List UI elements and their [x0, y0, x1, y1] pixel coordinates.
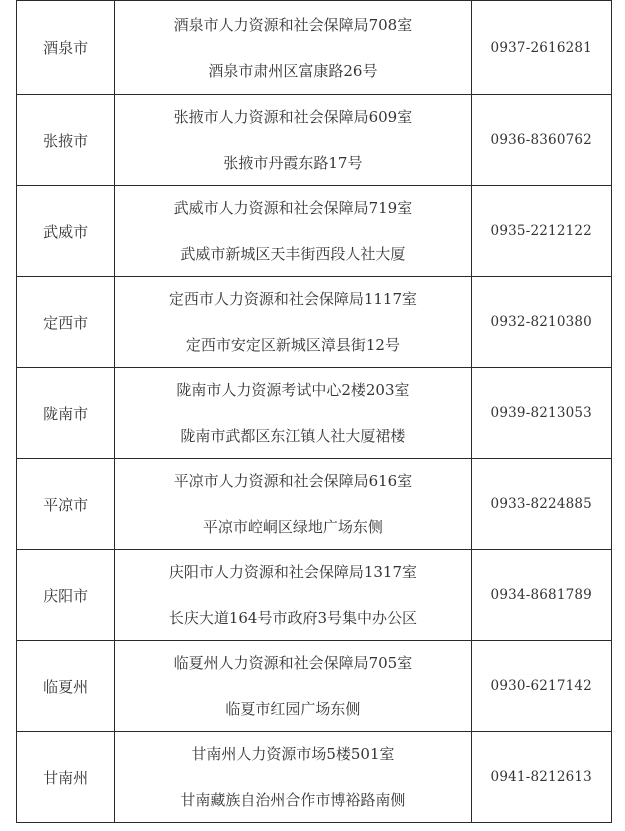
street-address-text: 长庆大道164号市政府3号集中办公区	[168, 609, 418, 627]
office-text: 庆阳市人力资源和社会保障局1317室	[168, 563, 418, 581]
address-cell	[115, 186, 471, 277]
address-cell	[115, 550, 471, 641]
table-row	[17, 368, 612, 459]
table-row	[17, 641, 612, 732]
phone-cell: 0932-8210380	[471, 277, 611, 368]
contact-table-body	[17, 1, 612, 823]
street-address-text: 平凉市崆峒区绿地广场东侧	[202, 518, 383, 536]
street-address-text: 张掖市丹霞东路17号	[223, 154, 363, 172]
city-cell: 甘南州	[17, 732, 115, 823]
address-cell	[115, 1, 471, 95]
street-address-text: 临夏市红园广场东侧	[225, 700, 361, 718]
city-cell: 平凉市	[17, 459, 115, 550]
contact-table	[16, 0, 612, 823]
office-text: 临夏州人力资源和社会保障局705室	[173, 654, 413, 672]
office-text: 定西市人力资源和社会保障局1117室	[168, 290, 418, 308]
office-text: 武威市人力资源和社会保障局719室	[173, 199, 413, 217]
office-text: 张掖市人力资源和社会保障局609室	[173, 108, 413, 126]
city-cell: 定西市	[17, 277, 115, 368]
office-text: 甘南州人力资源市场5楼501室	[191, 745, 395, 763]
street-address-text: 甘南藏族自治州合作市博裕路南侧	[180, 791, 406, 809]
city-cell: 庆阳市	[17, 550, 115, 641]
street-address-text: 酒泉市肃州区富康路26号	[208, 61, 378, 80]
phone-cell: 0936-8360762	[471, 95, 611, 186]
address-cell	[115, 732, 471, 823]
office-text: 陇南市人力资源考试中心2楼203室	[176, 381, 410, 399]
street-address-text: 定西市安定区新城区漳县街12号	[185, 336, 400, 354]
city-cell: 陇南市	[17, 368, 115, 459]
phone-cell: 0935-2212122	[471, 186, 611, 277]
address-cell	[115, 641, 471, 732]
table-row	[17, 186, 612, 277]
street-address-text: 陇南市武都区东江镇人社大厦裙楼	[180, 427, 406, 445]
table-row	[17, 459, 612, 550]
street-address-text: 武威市新城区天丰街西段人社大厦	[180, 245, 406, 263]
phone-cell: 0930-6217142	[471, 641, 611, 732]
phone-cell: 0934-8681789	[471, 550, 611, 641]
phone-cell: 0939-8213053	[471, 368, 611, 459]
city-cell: 酒泉市	[17, 1, 115, 95]
phone-cell: 0933-8224885	[471, 459, 611, 550]
table-row	[17, 732, 612, 823]
city-cell: 临夏州	[17, 641, 115, 732]
city-cell: 张掖市	[17, 95, 115, 186]
table-row	[17, 277, 612, 368]
contact-table-container	[16, 0, 612, 823]
city-cell: 武威市	[17, 186, 115, 277]
table-row	[17, 95, 612, 186]
address-cell	[115, 277, 471, 368]
phone-cell: 0941-8212613	[471, 732, 611, 823]
table-row	[17, 1, 612, 95]
address-cell	[115, 459, 471, 550]
office-text: 酒泉市人力资源和社会保障局708室	[173, 15, 413, 34]
address-cell	[115, 368, 471, 459]
phone-cell: 0937-2616281	[471, 1, 611, 95]
address-cell	[115, 95, 471, 186]
table-row	[17, 550, 612, 641]
office-text: 平凉市人力资源和社会保障局616室	[173, 472, 413, 490]
